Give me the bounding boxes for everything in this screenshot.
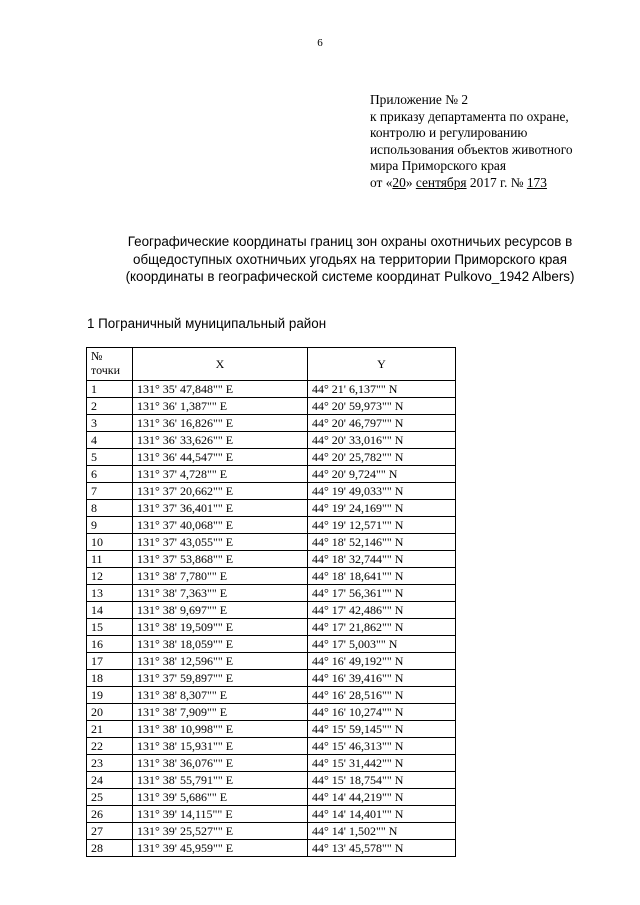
page-number: 6 (317, 37, 323, 49)
date-month: сентября (415, 174, 467, 190)
y-coordinate-cell: 44° 15' 31,442"" N (308, 755, 456, 772)
table-row (87, 483, 456, 500)
point-number-cell: 27 (87, 823, 133, 840)
y-coordinate-cell: 44° 16' 49,192"" N (308, 653, 456, 670)
point-number-cell: 12 (87, 568, 133, 585)
y-coordinate-cell: 44° 17' 21,862"" N (308, 619, 456, 636)
y-coordinate-cell: 44° 21' 6,137"" N (308, 381, 456, 398)
order-date-line (370, 175, 620, 192)
document-title (95, 233, 605, 286)
table-row (87, 823, 456, 840)
y-coordinate-cell: 44° 18' 52,146"" N (308, 534, 456, 551)
y-coordinate-cell: 44° 18' 32,744"" N (308, 551, 456, 568)
x-coordinate-cell: 131° 39' 14,115"" E (133, 806, 308, 823)
table-row (87, 585, 456, 602)
point-number-cell: 7 (87, 483, 133, 500)
y-coordinate-cell: 44° 16' 28,516"" N (308, 687, 456, 704)
x-coordinate-cell: 131° 38' 8,307"" E (133, 687, 308, 704)
x-coordinate-cell: 131° 37' 53,868"" E (133, 551, 308, 568)
y-coordinate-cell: 44° 20' 25,782"" N (308, 449, 456, 466)
y-coordinate-cell: 44° 15' 18,754"" N (308, 772, 456, 789)
table-row (87, 381, 456, 398)
table-row (87, 602, 456, 619)
point-number-cell: 22 (87, 738, 133, 755)
x-coordinate-cell: 131° 38' 55,791"" E (133, 772, 308, 789)
table-row (87, 687, 456, 704)
y-coordinate-cell: 44° 17' 56,361"" N (308, 585, 456, 602)
header-x: X (133, 348, 308, 381)
point-number-cell: 13 (87, 585, 133, 602)
y-coordinate-cell: 44° 17' 5,003"" N (308, 636, 456, 653)
header-y: Y (308, 348, 456, 381)
point-number-cell: 10 (87, 534, 133, 551)
y-coordinate-cell: 44° 20' 9,724"" N (308, 466, 456, 483)
x-coordinate-cell: 131° 38' 15,931"" E (133, 738, 308, 755)
point-number-cell: 14 (87, 602, 133, 619)
x-coordinate-cell: 131° 37' 36,401"" E (133, 500, 308, 517)
table-row (87, 534, 456, 551)
y-coordinate-cell: 44° 15' 46,313"" N (308, 738, 456, 755)
appendix-line: мира Приморского края (370, 158, 506, 174)
x-coordinate-cell: 131° 38' 7,363"" E (133, 585, 308, 602)
point-number-cell: 24 (87, 772, 133, 789)
date-year: 2017 г. № (466, 174, 527, 190)
y-coordinate-cell: 44° 13' 45,578"" N (308, 840, 456, 857)
y-coordinate-cell: 44° 14' 14,401"" N (308, 806, 456, 823)
x-coordinate-cell: 131° 36' 16,826"" E (133, 415, 308, 432)
y-coordinate-cell: 44° 17' 42,486"" N (308, 602, 456, 619)
appendix-block (370, 92, 620, 192)
date-mid: » (405, 174, 416, 190)
date-prefix: от « (370, 174, 393, 190)
coordinates-table (86, 347, 456, 857)
table-row (87, 670, 456, 687)
section-heading: 1 Пограничный муниципальный район (87, 316, 327, 331)
table-row (87, 721, 456, 738)
y-coordinate-cell: 44° 20' 33,016"" N (308, 432, 456, 449)
table-row (87, 432, 456, 449)
title-line: Географические координаты границ зон охраны охотничьих ресурсов в (127, 234, 573, 249)
header-point-number: № точки (87, 348, 133, 381)
table-row (87, 806, 456, 823)
table-row (87, 755, 456, 772)
x-coordinate-cell: 131° 38' 18,059"" E (133, 636, 308, 653)
table-row (87, 500, 456, 517)
x-coordinate-cell: 131° 37' 20,662"" E (133, 483, 308, 500)
point-number-cell: 19 (87, 687, 133, 704)
table-header-row (87, 348, 456, 381)
point-number-cell: 16 (87, 636, 133, 653)
x-coordinate-cell: 131° 37' 59,897"" E (133, 670, 308, 687)
x-coordinate-cell: 131° 37' 40,068"" E (133, 517, 308, 534)
date-day: 20 (392, 174, 406, 190)
point-number-cell: 4 (87, 432, 133, 449)
appendix-title: Приложение № 2 (370, 92, 469, 107)
point-number-cell: 23 (87, 755, 133, 772)
x-coordinate-cell: 131° 38' 7,780"" E (133, 568, 308, 585)
point-number-cell: 3 (87, 415, 133, 432)
x-coordinate-cell: 131° 38' 19,509"" E (133, 619, 308, 636)
point-number-cell: 18 (87, 670, 133, 687)
table-row (87, 398, 456, 415)
table-row (87, 789, 456, 806)
x-coordinate-cell: 131° 39' 25,527"" E (133, 823, 308, 840)
title-line: (координаты в географической системе координат Pulkovo_1942 Albers) (125, 269, 575, 284)
table-row (87, 568, 456, 585)
point-number-cell: 8 (87, 500, 133, 517)
x-coordinate-cell: 131° 37' 43,055"" E (133, 534, 308, 551)
point-number-cell: 28 (87, 840, 133, 857)
table-row (87, 738, 456, 755)
point-number-cell: 25 (87, 789, 133, 806)
x-coordinate-cell: 131° 38' 36,076"" E (133, 755, 308, 772)
point-number-cell: 9 (87, 517, 133, 534)
point-number-cell: 6 (87, 466, 133, 483)
table-row (87, 449, 456, 466)
x-coordinate-cell: 131° 39' 45,959"" E (133, 840, 308, 857)
appendix-line: контролю и регулированию (370, 125, 528, 141)
point-number-cell: 26 (87, 806, 133, 823)
y-coordinate-cell: 44° 18' 18,641"" N (308, 568, 456, 585)
table-row (87, 415, 456, 432)
x-coordinate-cell: 131° 38' 12,596"" E (133, 653, 308, 670)
point-number-cell: 5 (87, 449, 133, 466)
y-coordinate-cell: 44° 19' 24,169"" N (308, 500, 456, 517)
table-row (87, 840, 456, 857)
point-number-cell: 21 (87, 721, 133, 738)
point-number-cell: 15 (87, 619, 133, 636)
appendix-line: использования объектов животного (370, 141, 573, 157)
point-number-cell: 1 (87, 381, 133, 398)
x-coordinate-cell: 131° 39' 5,686"" E (133, 789, 308, 806)
order-number: 173 (526, 174, 547, 190)
y-coordinate-cell: 44° 19' 49,033"" N (308, 483, 456, 500)
y-coordinate-cell: 44° 14' 1,502"" N (308, 823, 456, 840)
table-row (87, 517, 456, 534)
x-coordinate-cell: 131° 38' 10,998"" E (133, 721, 308, 738)
title-line: общедоступных охотничьих угодьях на территории Приморского края (133, 251, 567, 267)
table-row (87, 772, 456, 789)
table-row (87, 551, 456, 568)
point-number-cell: 2 (87, 398, 133, 415)
table-row (87, 653, 456, 670)
x-coordinate-cell: 131° 35' 47,848"" E (133, 381, 308, 398)
x-coordinate-cell: 131° 37' 4,728"" E (133, 466, 308, 483)
x-coordinate-cell: 131° 36' 44,547"" E (133, 449, 308, 466)
appendix-line: к приказу департамента по охране, (370, 108, 569, 124)
y-coordinate-cell: 44° 19' 12,571"" N (308, 517, 456, 534)
point-number-cell: 11 (87, 551, 133, 568)
y-coordinate-cell: 44° 20' 46,797"" N (308, 415, 456, 432)
table-row (87, 704, 456, 721)
x-coordinate-cell: 131° 36' 1,387"" E (133, 398, 308, 415)
x-coordinate-cell: 131° 38' 9,697"" E (133, 602, 308, 619)
point-number-cell: 17 (87, 653, 133, 670)
point-number-cell: 20 (87, 704, 133, 721)
y-coordinate-cell: 44° 16' 39,416"" N (308, 670, 456, 687)
y-coordinate-cell: 44° 20' 59,973"" N (308, 398, 456, 415)
x-coordinate-cell: 131° 38' 7,909"" E (133, 704, 308, 721)
y-coordinate-cell: 44° 15' 59,145"" N (308, 721, 456, 738)
y-coordinate-cell: 44° 16' 10,274"" N (308, 704, 456, 721)
table-row (87, 619, 456, 636)
table-row (87, 466, 456, 483)
x-coordinate-cell: 131° 36' 33,626"" E (133, 432, 308, 449)
y-coordinate-cell: 44° 14' 44,219"" N (308, 789, 456, 806)
table-row (87, 636, 456, 653)
